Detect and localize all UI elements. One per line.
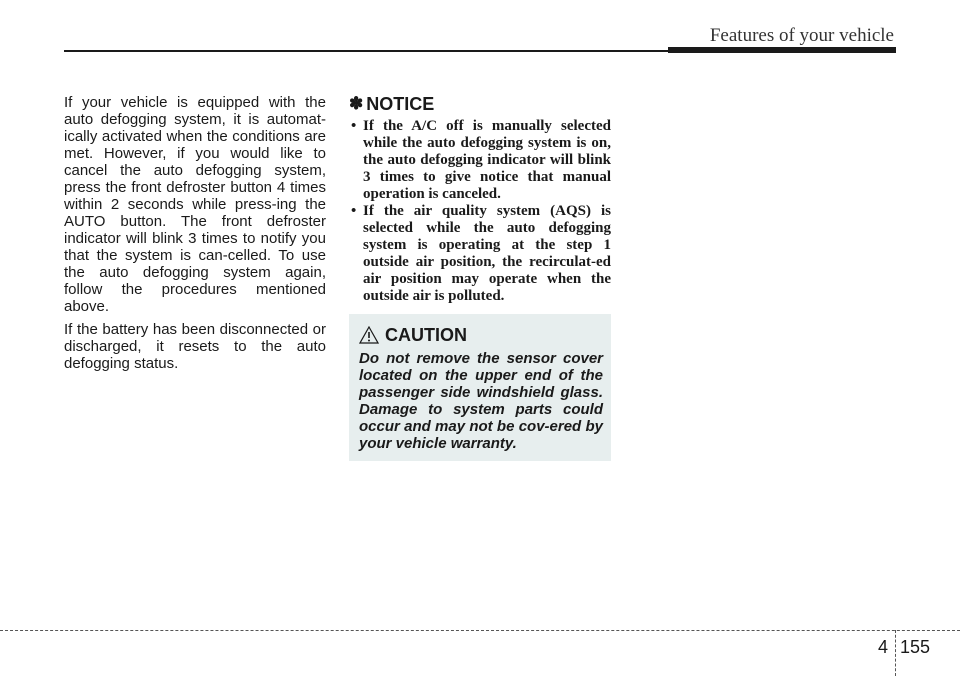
notice-title: NOTICE (366, 94, 435, 114)
page-number: 155 (900, 637, 931, 657)
paragraph: If your vehicle is equipped with the auto defogging system, it is automat-ically activated when the conditions are met. However, if you would like to cancel the auto defogging system, press the front defroster button 4 times within 2 seconds while press-ing the AUTO button. The front defroster indicator will blink 3 times to notify you that the system is can-celled. To use the auto defogging system again, follow the procedures mentioned above. (64, 94, 326, 315)
body-text-column (64, 94, 326, 378)
footer-divider (895, 630, 896, 676)
asterisk-icon: ✽ (349, 94, 364, 113)
warning-triangle-icon (359, 326, 379, 344)
list-item: • If the A/C off is manually selected while the auto defogging system is on, the auto defogging indicator will blink 3 times to give notice that manual operation is canceled. (351, 118, 611, 202)
footer-rule (0, 630, 960, 631)
header-rule-accent (668, 47, 896, 53)
list-item: • If the air quality system (AQS) is selected while the auto defogging system is operating at the step 1 outside air position, the recirculat-ed air position may operate when the outside air is polluted. (351, 203, 611, 304)
notice-section (349, 94, 611, 305)
caution-box (349, 314, 611, 461)
section-header-title: Features of your vehicle (709, 25, 894, 46)
chapter-number: 4 (877, 637, 888, 657)
notice-list (349, 118, 611, 305)
caution-label: CAUTION (385, 325, 467, 345)
header-rule (64, 50, 674, 52)
paragraph: If the battery has been disconnected or discharged, it resets to the auto defogging status. (64, 321, 326, 372)
notice-heading (349, 94, 611, 114)
caution-text: Do not remove the sensor cover located on the upper end of the passenger side windshield glass. Damage to system parts could occur and may not be cov-ered by your vehicle warranty. (359, 350, 603, 452)
caution-heading (359, 324, 603, 346)
